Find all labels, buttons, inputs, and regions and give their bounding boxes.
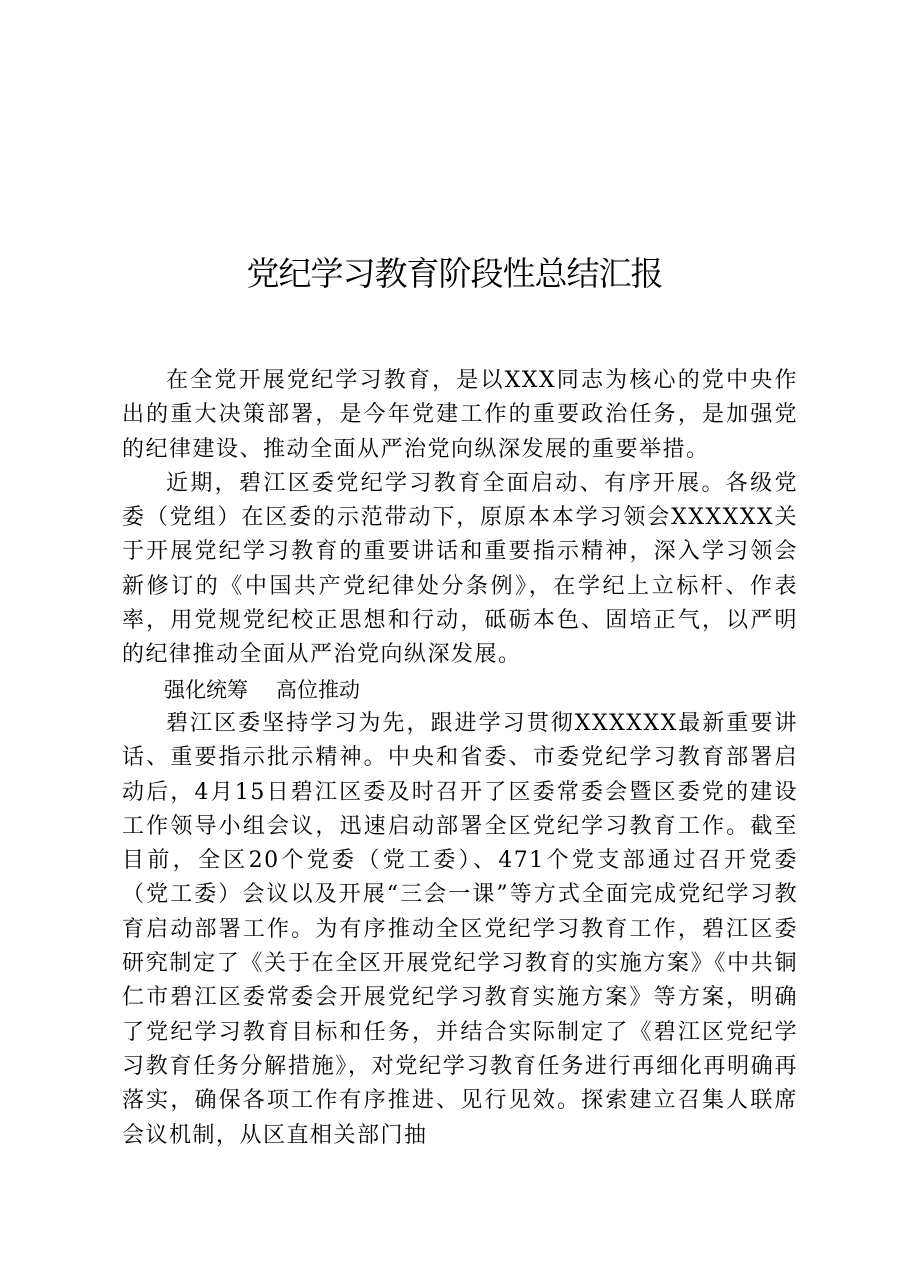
intro-paragraph: 在全党开展党纪学习教育，是以XXX同志为核心的党中央作出的重大决策部署，是今年党建工作的重要政治任务，是加强党的纪律建设、推动全面从严治党向纵深发展的重要举措。 (122, 368, 798, 462)
overview-paragraph: 近期，碧江区委党纪学习教育全面启动、有序开展。各级党委（党组）在区委的示范带动下，原原本本学习领会XXXXXX关于开展党纪学习教育的重要讲话和重要指示精神，深入学习领会新修订的《中国共产党纪律处分条例》，在学纪上立标杆、作表率，用党规党纪校正思想和行动，砥砺本色、固培正气，以严明的纪律推动全面从严治党向纵深发展。 (122, 470, 798, 668)
document-body (122, 364, 798, 1153)
document-title: 党纪学习教育阶段性总结汇报 (246, 254, 663, 293)
section-heading (122, 673, 798, 707)
section-paragraph: 碧江区委坚持学习为先，跟进学习贯彻XXXXXX最新重要讲话、重要指示批示精神。中央和省委、市委党纪学习教育部署启动后，4月15日碧江区委及时召开了区委常委会暨区委党的建设工作领导小组会议，迅速启动部署全区党纪学习教育工作。截至目前，全区20个党委（党工委）、471个党支部通过召开党委（党工委）会议以及开展“三会一课”等方式全面完成党纪学习教育启动部署工作。为有序推动全区党纪学习教育工作，碧江区委研究制定了《关于在全区开展党纪学习教育的实施方案》《中共铜仁市碧江区委常委会开展党纪学习教育实施方案》等方案，明确了党纪学习教育目标和任务，并结合实际制定了《碧江区党纪学习教育任务分解措施》，对党纪学习教育任务进行再细化再明确再落实，确保各项工作有序推进、见行见效。探索建立召集人联席会议机制，从区直相关部门抽 (122, 710, 798, 1148)
section-heading-part2: 高位推动 (276, 677, 360, 702)
section-heading-part1: 强化统筹 (164, 677, 248, 702)
